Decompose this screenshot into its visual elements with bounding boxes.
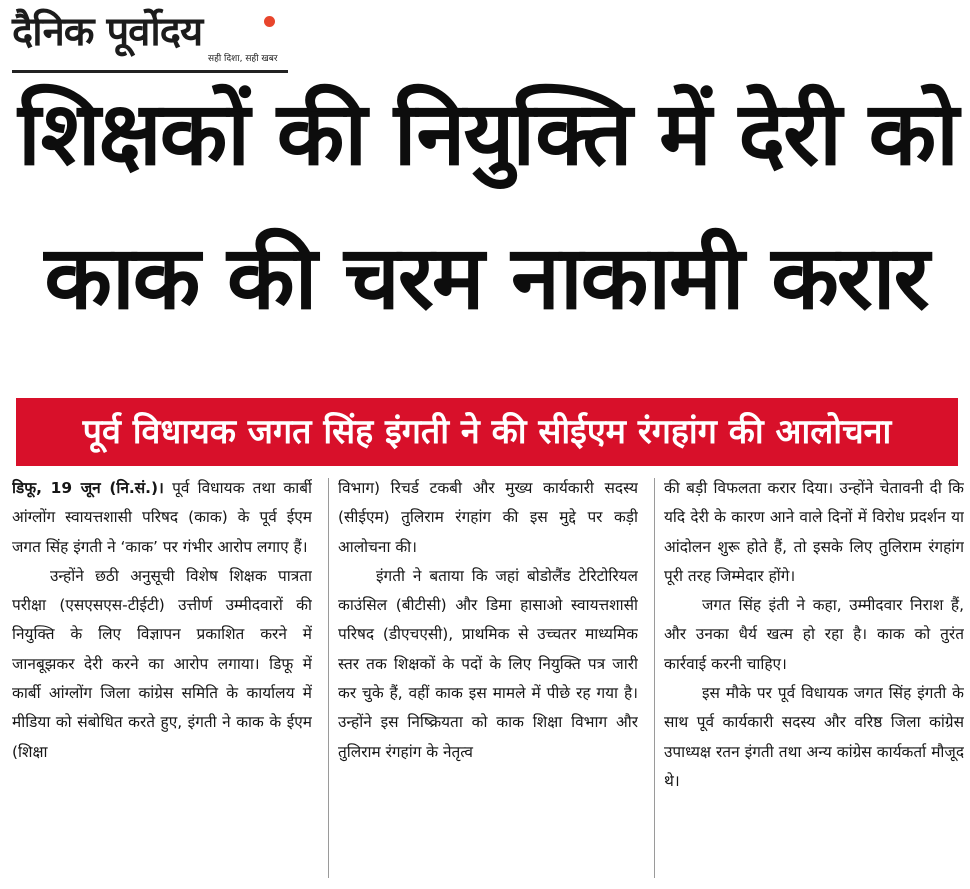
headline-line-1: शिक्षकों की नियुक्ति में देरी को [18,82,957,185]
paragraph: विभाग) रिचर्ड टकबी और मुख्य कार्यकारी सदस्य (सीईएम) तुलिराम रंगहांग की इस मुद्दे पर कड़ी आलोचना की। [338,479,638,556]
subheadline-banner: पूर्व विधायक जगत सिंह इंगती ने की सीईएम रंगहांग की आलोचना [16,398,958,466]
column-divider [328,478,329,878]
dateline: डिफू, 19 जून (नि.सं.)। [12,479,164,497]
paragraph [12,474,312,562]
masthead [12,6,288,76]
column-2 [338,474,638,884]
masthead-rule [12,70,288,73]
column-1 [12,474,312,884]
paragraph: इस मौके पर पूर्व विधायक जगत सिंह इंगती के साथ पूर्व कार्यकारी सदस्य और वरिष्ठ जिला कांग्रेस उपाध्यक्ष रतन इंगती तथा अन्य कांग्रेस कार्यकर्ता मौजूद थे। [664,684,964,790]
article-body [10,474,965,884]
headline-line-2: काक की चरम नाकामी करार [44,226,928,329]
logo-dot-icon [264,16,275,27]
newspaper-name: दैनिक पूर्वोदय [12,8,203,55]
paragraph: इंगती ने बताया कि जहां बोडोलैंड टेरिटोरियल काउंसिल (बीटीसी) और डिमा हासाओ स्वायत्तशासी परिषद (डीएचएसी), प्राथमिक से उच्चतर माध्यमिक स्तर तक शिक्षकों के पदों के लिए नियुक्ति पत्र जारी कर चुके हैं, वहीं काक इस मामले में पीछे रह गया है। उन्होंने इस निष्क्रियता को काक शिक्षा विभाग और तुलिराम रंगहांग के नेतृत्व [338,566,638,761]
paragraph-text: पूर्व विधायक तथा कार्बी आंग्लोंग स्वायत्तशासी परिषद (काक) के पूर्व ईएम जगत सिंह इंगती ने ‘काक’ पर गंभीर आरोप लगाए हैं। [12,479,312,556]
paragraph: उन्होंने छठी अनुसूची विशेष शिक्षक पात्रता परीक्षा (एसएसएस-टीईटी) उत्तीर्ण उम्मीदवारों की नियुक्ति के लिए विज्ञापन प्रकाशित करने में जानबूझकर देरी करने का आरोप लगाया। डिफू में कार्बी आंग्लोंग जिला कांग्रेस समिति के कार्यालय में मीडिया को संबोधित करते हुए, इंगती ने काक के ईएम (शिक्षा [12,566,312,761]
column-divider [654,478,655,878]
headline [18,82,957,329]
paragraph: जगत सिंह इंती ने कहा, उम्मीदवार निराश हैं, और उनका धैर्य खत्म हो रहा है। काक को तुरंत कार्रवाई करनी चाहिए। [664,596,964,673]
paragraph: की बड़ी विफलता करार दिया। उन्होंने चेतावनी दी कि यदि देरी के कारण आने वाले दिनों में विरोध प्रदर्शन या आंदोलन शुरू होते हैं, तो इसके लिए तुलिराम रंगहांग पूरी तरह जिम्मेदार होंगे। [664,479,964,585]
newspaper-tagline: सही दिशा, सही खबर [208,54,278,64]
column-3 [664,474,964,884]
